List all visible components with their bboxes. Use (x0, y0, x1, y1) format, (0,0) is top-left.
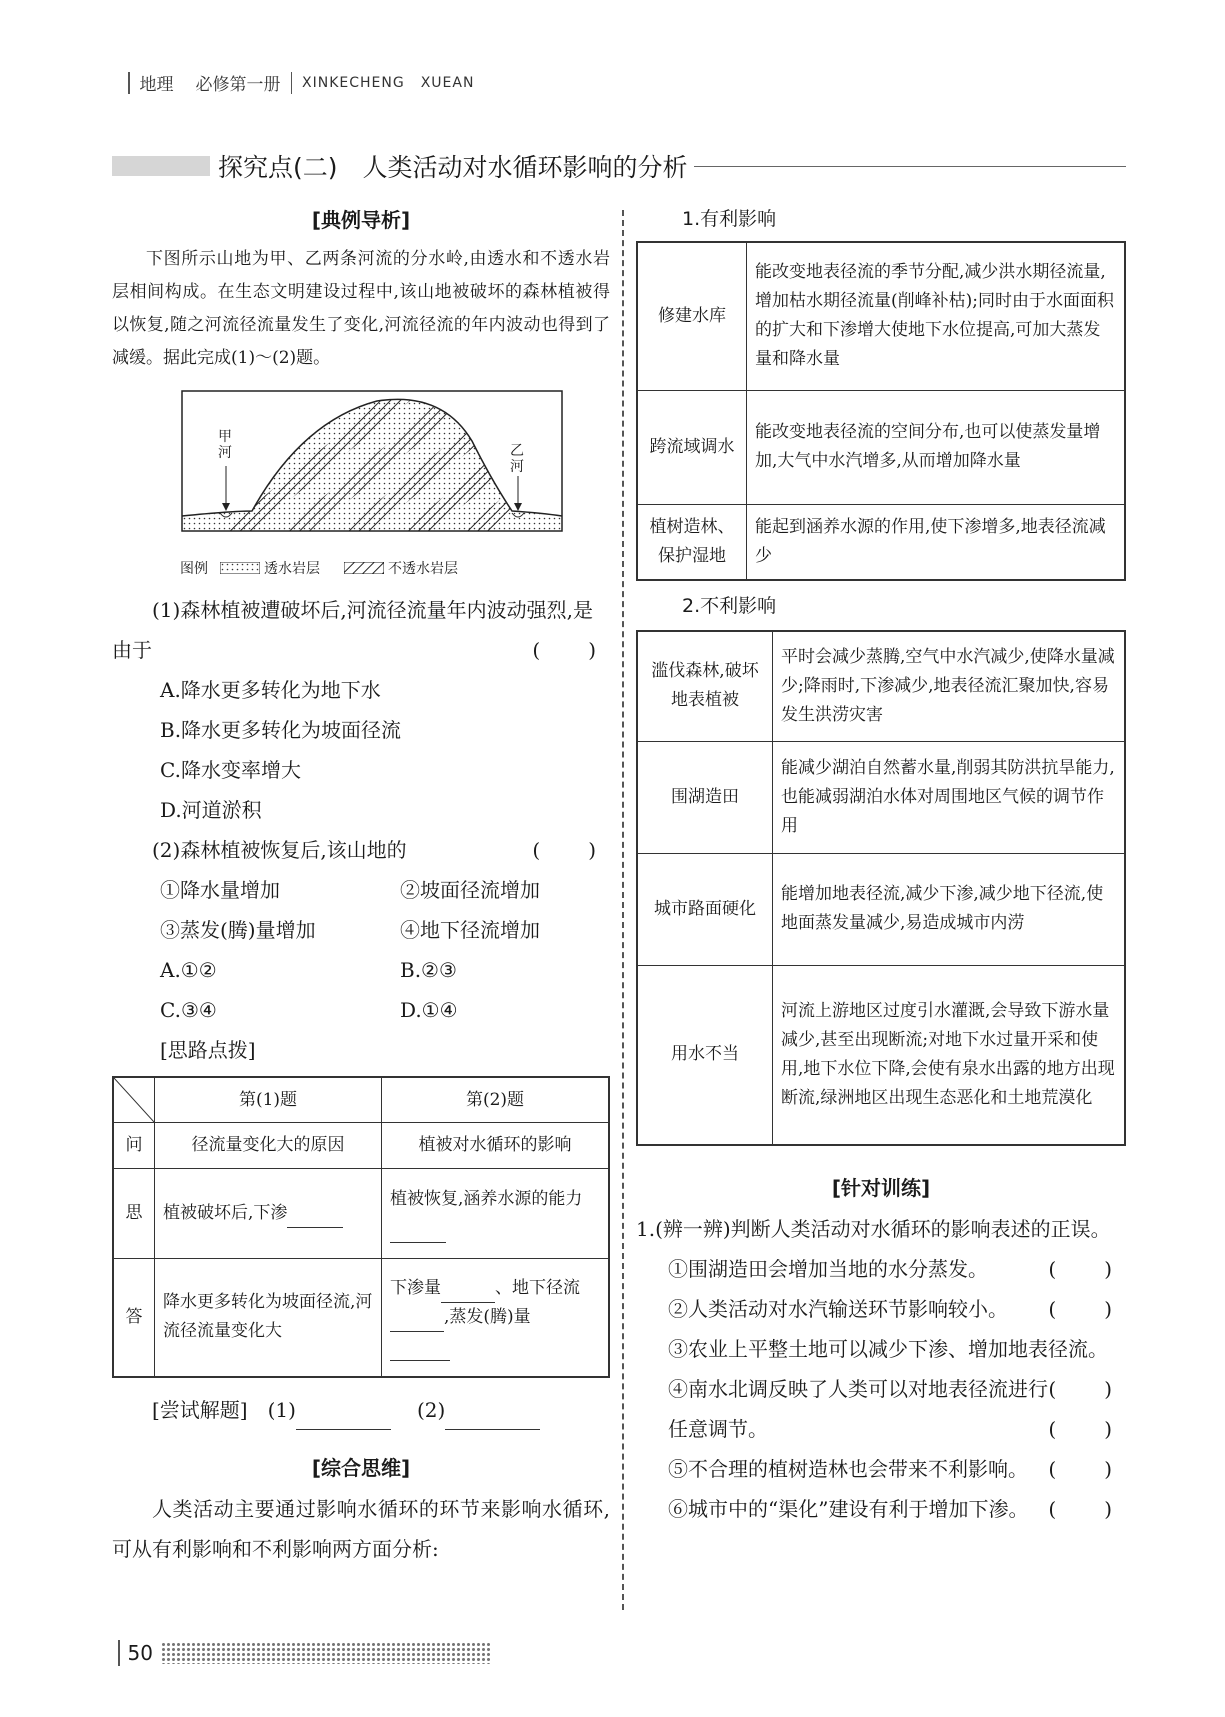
q1-option-c[interactable]: C.降水变率增大 (160, 758, 301, 782)
training-title: 针对训练 (841, 1176, 921, 1200)
synthesis-heading: [综合思维] (311, 1455, 411, 1480)
example-title: 典例导析 (321, 208, 401, 232)
hint-table (112, 1076, 610, 1378)
q1-option-b[interactable]: B.降水更多转化为坡面径流 (160, 718, 402, 742)
legend-label: 图例 (180, 561, 208, 577)
unfavorable-text-reclamation: 能减少湖泊自然蓄水量,削弱其防洪抗旱能力,也能减弱湖泊水体对周围地区气候的调节作用 (773, 741, 1126, 853)
q2-paren[interactable]: ( ) (532, 838, 610, 862)
section-title: 探究点(二) 人类活动对水循环影响的分析 (218, 153, 688, 182)
hint-corner-cell (113, 1077, 155, 1123)
example-intro: 下图所示山地为甲、乙两条河流的分水岭,由透水和不透水岩层相间构成。在生态文明建设过程中,该山地被破坏的森林植被得以恢复,随之河流径流量发生了变化,河流径流的年内波动也得到了减缓。据此完成(1)～(2)题。 (112, 249, 610, 368)
try-label: [尝试解题] (152, 1397, 248, 1422)
q2-item-2: ②坡面径流增加 (400, 878, 540, 902)
hint-row-label: 问 (113, 1123, 155, 1169)
footer-dot-strip (161, 1642, 491, 1664)
left-column (112, 204, 610, 1569)
q1-stem (112, 590, 610, 670)
header-bar-2 (291, 72, 293, 94)
q1-option-d[interactable]: D.河道淤积 (160, 798, 262, 822)
answer-blank-2[interactable] (445, 1399, 540, 1430)
training-item-3[interactable] (636, 1329, 1126, 1401)
hint-head-1: 第(1)题 (155, 1077, 382, 1123)
answer-paren[interactable]: ( ) (1048, 1377, 1126, 1401)
hint-cell (382, 1169, 610, 1259)
q1-option-a[interactable]: A.降水更多转化为地下水 (160, 678, 381, 702)
right-column (636, 204, 1126, 1529)
header-bar (128, 72, 130, 94)
header-subject: 地理 (139, 75, 174, 95)
page-footer (118, 1640, 491, 1666)
answer-paren[interactable]: ( ) (1048, 1257, 1126, 1281)
q2-option-b[interactable]: B.②③ (400, 958, 457, 982)
q1-paren[interactable]: ( ) (532, 638, 610, 662)
unfavorable-label-paving: 城市路面硬化 (637, 853, 773, 965)
hint-cell-text: 下渗量 (390, 1277, 441, 1298)
column-divider (622, 210, 624, 1610)
hint-cell-text: 植被恢复,涵养水源的能力 (390, 1188, 583, 1209)
q2-stem-text: (2)森林植被恢复后,该山地的 (152, 838, 407, 862)
favorable-text-reservoir: 能改变地表径流的季节分配,减少洪水期径流量,增加枯水期径流量(削峰补枯);同时由于水面面积的扩大和下渗增大使地下水位提高,可加大蒸发量和降水量 (747, 242, 1126, 390)
title-rule (694, 166, 1126, 167)
try-1-label: (1) (267, 1397, 296, 1422)
header-en2: XUEAN (420, 74, 475, 91)
hint-cell-text: 、地下径流 (495, 1277, 580, 1298)
training-item-text: ⑥城市中的“渠化”建设有利于增加下渗。 (668, 1497, 1029, 1521)
favorable-table (636, 241, 1126, 581)
legend-impermeable-swatch (344, 562, 384, 574)
corner-diagonal (114, 1078, 154, 1122)
figure-legend (180, 558, 610, 578)
q2-item-4: ④地下径流增加 (400, 918, 540, 942)
figure (142, 381, 602, 556)
fill-blank[interactable] (287, 1227, 343, 1228)
unfavorable-title: 2.不利影响 (682, 595, 777, 617)
unfavorable-label-reclamation: 围湖造田 (637, 741, 773, 853)
fill-blank[interactable] (390, 1242, 446, 1243)
header-book: 必修第一册 (195, 75, 281, 95)
section-title-bar (112, 148, 1126, 184)
header-en1: XINKECHENG (302, 74, 405, 91)
example-heading: [典例导析] (311, 208, 411, 232)
fill-blank[interactable] (390, 1331, 444, 1332)
training-item-1[interactable] (636, 1249, 1126, 1289)
unfavorable-label-deforestation: 滥伐森林,破坏地表植被 (637, 631, 773, 741)
answer-paren[interactable]: ( ) (1048, 1497, 1126, 1521)
legend-impermeable: 不透水岩层 (388, 561, 458, 577)
hint-cell-text: ,蒸发(腾)量 (444, 1306, 531, 1327)
legend-permeable: 透水岩层 (264, 561, 320, 577)
favorable-title: 1.有利影响 (682, 208, 777, 230)
hint-row-label: 思 (113, 1169, 155, 1259)
answer-paren[interactable]: ( ) (1048, 1457, 1126, 1481)
answer-paren[interactable]: ( ) (1048, 1297, 1126, 1321)
unfavorable-text-misuse: 河流上游地区过度引水灌溉,会导致下游水量减少,甚至出现断流;对地下水过量开采和使用,地下水位下降,会使有泉水出露的地方出现断流,绿洲地区出现生态恶化和土地荒漠化 (773, 965, 1126, 1145)
training-item-text: ②人类活动对水汽输送环节影响较小。 (668, 1297, 1008, 1321)
try-2-label: (2) (416, 1397, 446, 1422)
running-header (118, 70, 474, 95)
training-item-text: ④南水北调反映了人类可以对地表径流进行任意调节。 (668, 1377, 1048, 1441)
hint-label: [思路点拨] (160, 1038, 256, 1062)
unfavorable-text-deforestation: 平时会减少蒸腾,空气中水汽减少,使降水量减少;降雨时,下渗减少,地表径流汇聚加快,容易发生洪涝灾害 (773, 631, 1126, 741)
hint-head-2: 第(2)题 (382, 1077, 610, 1123)
try-line (112, 1390, 610, 1430)
hint-cell: 径流量变化大的原因 (155, 1123, 382, 1169)
footer-bar (118, 1640, 120, 1666)
favorable-label-afforestation: 植树造林、保护湿地 (637, 504, 747, 580)
training-item-text: ①围湖造田会增加当地的水分蒸发。 (668, 1257, 988, 1281)
fill-blank[interactable] (390, 1360, 450, 1361)
training-item-5[interactable] (636, 1449, 1126, 1489)
q1-stem-text: (1)森林植被遭破坏后,河流径流量年内波动强烈,是由于 (112, 598, 594, 662)
hint-row-label: 答 (113, 1259, 155, 1377)
q2-option-a[interactable]: A.①② (160, 958, 217, 982)
hint-cell (382, 1259, 610, 1377)
page-number: 50 (127, 1641, 153, 1665)
title-grey-block (112, 156, 210, 176)
hint-cell (155, 1169, 382, 1259)
fill-blank[interactable] (441, 1302, 495, 1303)
favorable-label-diversion: 跨流域调水 (637, 390, 747, 504)
training-item-text: ⑤不合理的植树造林也会带来不利影响。 (668, 1457, 1028, 1481)
unfavorable-table (636, 630, 1126, 1146)
hint-cell-text: 植被破坏后,下渗 (163, 1203, 288, 1223)
favorable-text-diversion: 能改变地表径流的空间分布,也可以使蒸发量增加,大气中水汽增多,从而增加降水量 (747, 390, 1126, 504)
favorable-text-afforestation: 能起到涵养水源的作用,使下渗增多,地表径流减少 (747, 504, 1126, 580)
q2-item-3: ③蒸发(腾)量增加 (160, 918, 316, 942)
training-item-6[interactable] (636, 1489, 1126, 1529)
q2-option-d[interactable]: D.①④ (400, 998, 458, 1022)
river-b-label: 乙河 (510, 443, 524, 475)
favorable-label-reservoir: 修建水库 (637, 242, 747, 390)
synthesis-text: 人类活动主要通过影响水循环的环节来影响水循环,可从有利影响和不利影响两方面分析: (112, 1496, 610, 1561)
answer-paren[interactable]: ( ) (1048, 1417, 1126, 1441)
unfavorable-text-paving: 能增加地表径流,减少下渗,减少地下径流,使地面蒸发量减少,易造成城市内涝 (773, 853, 1126, 965)
q2-item-1: ①降水量增加 (160, 878, 280, 902)
training-item-text: ③农业上平整土地可以减少下渗、增加地表径流。 (668, 1337, 1108, 1361)
hint-cell: 降水更多转化为坡面径流,河流径流量变化大 (155, 1259, 382, 1377)
synthesis-title: 综合思维 (321, 1455, 401, 1480)
training-item-2[interactable] (636, 1289, 1126, 1329)
training-heading: [针对训练] (831, 1176, 931, 1200)
hint-cell: 植被对水循环的影响 (382, 1123, 610, 1169)
q2-stem (112, 830, 610, 870)
q2-option-c[interactable]: C.③④ (160, 998, 217, 1022)
legend-permeable-swatch (220, 562, 260, 574)
river-a-label: 甲河 (218, 429, 232, 461)
unfavorable-label-misuse: 用水不当 (637, 965, 773, 1145)
watershed-diagram (142, 381, 602, 556)
training-q1-stem: 1.(辨一辨)判断人类活动对水循环的影响表述的正误。 (636, 1217, 1111, 1241)
answer-blank-1[interactable] (296, 1399, 391, 1430)
